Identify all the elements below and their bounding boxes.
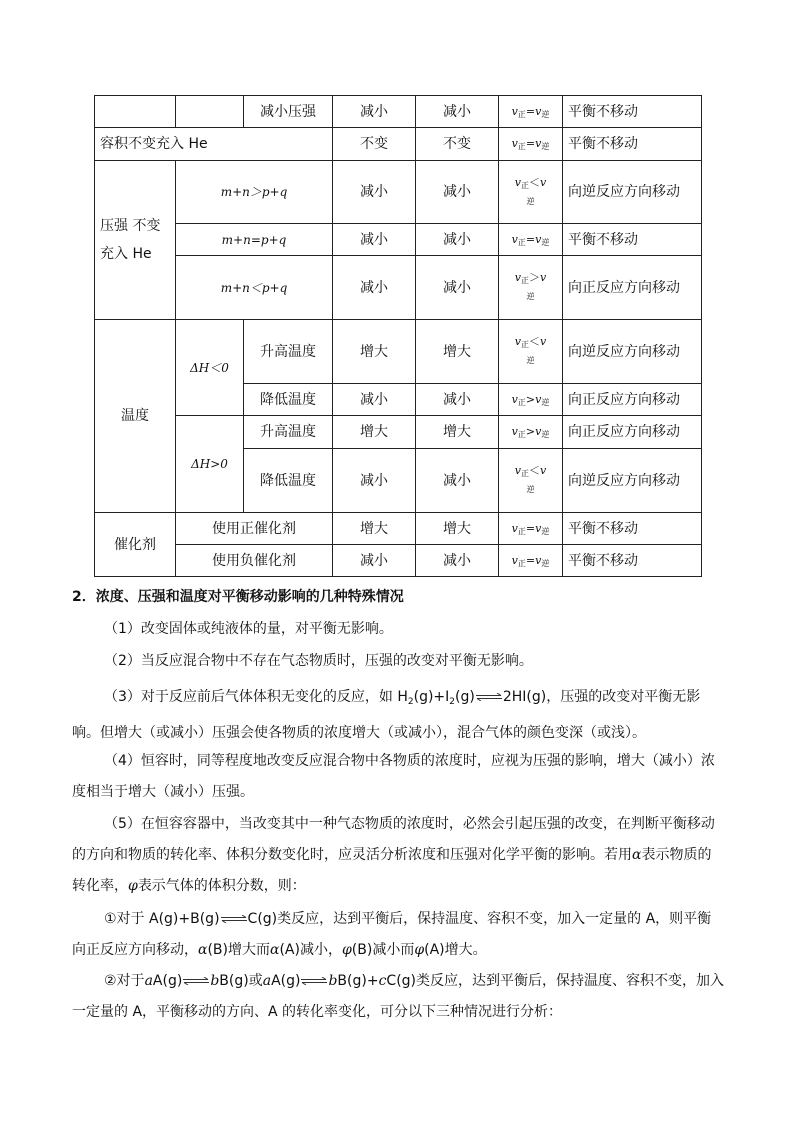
shift-result: 向逆反应方向移动: [563, 161, 702, 224]
reverse-rate-change: 减小: [416, 545, 499, 577]
shift-result: 向逆反应方向移动: [563, 320, 702, 384]
paragraph: （1）改变固体或纯液体的量，对平衡无影响。: [104, 621, 393, 637]
rate-comparison: $v_正=v_逆$: [499, 513, 563, 545]
condition-cell: 减小压强: [244, 96, 333, 128]
group-label-line: 充入 He: [100, 246, 152, 262]
forward-rate-change: 减小: [333, 224, 416, 256]
shift-result: 平衡不移动: [563, 128, 702, 161]
condition-cell: m+n=p+q: [176, 224, 333, 256]
forward-rate-change: 不变: [333, 128, 416, 161]
condition-cell: 升高温度: [244, 416, 333, 449]
rate-comparison: $v_正>v_逆$: [499, 416, 563, 449]
text-run: 表示物质的转化率，: [72, 847, 712, 894]
text-run: 2HI(g)，压强的改变对平衡无影响。但增大（或减小）压强会使各物质的浓度增大（或减小），混合气体的颜色变深（或浅）。: [72, 689, 701, 741]
text-run: B(g)或: [219, 973, 263, 989]
rate-comparison: $v_正=v_逆$: [499, 128, 563, 161]
condition-cell: m+n＞p+q: [176, 161, 333, 224]
text-run: (g): [455, 689, 475, 705]
reverse-rate-change: 减小: [416, 384, 499, 416]
table-row: [95, 224, 702, 256]
forward-rate-change: 减小: [333, 161, 416, 224]
coefficient: c: [378, 973, 387, 989]
paragraph: （4）恒容时，同等程度地改变反应混合物中各物质的浓度时，应视为压强的影响，增大（减小）浓度相当于增大（减小）压强。: [72, 753, 715, 800]
phi-symbol: φ: [128, 878, 138, 894]
equilibrium-shift-table: [94, 95, 702, 577]
text-run: ②对于: [104, 973, 145, 989]
condition-cell: m+n＜p+q: [176, 256, 333, 320]
subscript: 2: [449, 697, 456, 707]
coefficient: b: [328, 973, 338, 989]
reverse-rate-change: 减小: [416, 256, 499, 320]
rate-comparison: $v_正<v$ 逆: [499, 320, 563, 384]
table-row: [95, 416, 702, 449]
text-run: （5）在恒容容器中，当改变其中一种气态物质的浓度时，必然会引起压强的改变，在判断平衡移动的方向和物质的转化率、体积分数变化时，应灵活分析浓度和压强对化学平衡的影响。若用: [72, 816, 715, 863]
alpha-symbol: α: [632, 847, 642, 863]
rate-comparison: $v_正=v_逆$: [499, 96, 563, 128]
reverse-rate-change: 不变: [416, 128, 499, 161]
table-row: [95, 545, 702, 577]
paragraph: [72, 966, 724, 1028]
text-run: (A)减小，: [279, 942, 342, 958]
condition-cell: 升高温度: [244, 320, 333, 384]
group-label-pressure: [95, 161, 176, 320]
paragraph: [72, 682, 724, 749]
text-run: （3）对于反应前后气体体积无变化的反应，如 H: [104, 689, 408, 705]
group-label-temperature: 温度: [95, 320, 176, 513]
forward-rate-change: 减小: [333, 545, 416, 577]
rate-comparison: $v_正<v$ 逆: [499, 161, 563, 224]
reverse-rate-change: 减小: [416, 224, 499, 256]
forward-rate-change: 增大: [333, 416, 416, 449]
table-cell: [176, 96, 244, 128]
shift-result: 平衡不移动: [563, 545, 702, 577]
forward-rate-change: 增大: [333, 513, 416, 545]
reversible-arrow-icon: [182, 977, 210, 985]
rate-comparison: $v_正=v_逆$: [499, 224, 563, 256]
text-run: A(g): [152, 973, 183, 989]
shift-result: 向逆反应方向移动: [563, 449, 702, 513]
table-row: [95, 320, 702, 384]
phi-symbol: φ: [414, 942, 425, 958]
shift-result: 向正反应方向移动: [563, 384, 702, 416]
forward-rate-change: 减小: [333, 384, 416, 416]
paragraph: （2）当反应混合物中不存在气态物质时，压强的改变对平衡无影响。: [104, 653, 533, 669]
reverse-rate-change: 减小: [416, 161, 499, 224]
shift-result: 平衡不移动: [563, 96, 702, 128]
rate-comparison: $v_正>v$ 逆: [499, 256, 563, 320]
group-label-line: 压强 不变: [100, 218, 161, 234]
text-run: A(g): [271, 973, 301, 989]
shift-result: 向正反应方向移动: [563, 416, 702, 449]
reverse-rate-change: 减小: [416, 96, 499, 128]
text-run: C(g)类反应，达到平衡后，保持温度、容积不变，加入一定量的 A，则平衡向正反应方向移动，: [72, 911, 712, 958]
text-run: (g)+I: [413, 689, 450, 705]
section-heading: 2．浓度、压强和温度对平衡移动影响的几种特殊情况: [72, 589, 404, 605]
shift-result: 平衡不移动: [563, 513, 702, 545]
table-row: [95, 256, 702, 320]
coefficient: a: [262, 973, 272, 989]
coefficient: a: [144, 973, 153, 989]
reverse-rate-change: 增大: [416, 320, 499, 384]
subscript: 2: [407, 697, 414, 707]
paragraph: [72, 809, 724, 902]
alpha-symbol: α: [198, 942, 208, 958]
group-label-catalyst: 催化剂: [95, 513, 176, 577]
table-row: [95, 513, 702, 545]
text-run: ①对于 A(g)+B(g): [104, 911, 220, 927]
coefficient: b: [210, 973, 220, 989]
text-run: 表示气体的体积分数，则：: [137, 878, 306, 894]
table-row: [95, 128, 702, 161]
rate-comparison: $v_正<v$ 逆: [499, 449, 563, 513]
shift-result: 向正反应方向移动: [563, 256, 702, 320]
phi-symbol: φ: [341, 942, 352, 958]
reverse-rate-change: 增大: [416, 416, 499, 449]
reversible-arrow-icon: [475, 693, 503, 701]
forward-rate-change: 减小: [333, 256, 416, 320]
table-cell: [95, 96, 176, 128]
text-run: (B)增大而: [207, 942, 270, 958]
rate-comparison: $v_正=v_逆$: [499, 545, 563, 577]
text-run: C(g)类反应，达到平衡后，保持温度、容积不变，加入一定量的 A，平衡移动的方向、A 的转化率变化，可分以下三种情况进行分析：: [72, 973, 725, 1020]
text-run: (A)增大。: [424, 942, 487, 958]
condition-cell: 使用正催化剂: [176, 513, 333, 545]
reverse-rate-change: 增大: [416, 513, 499, 545]
paragraph: [72, 904, 724, 966]
reversible-arrow-icon: [220, 915, 248, 923]
text-run: B(g)+: [337, 973, 379, 989]
alpha-symbol: α: [270, 942, 280, 958]
reversible-arrow-icon: [300, 977, 328, 985]
condition-cell: 使用负催化剂: [176, 545, 333, 577]
forward-rate-change: 减小: [333, 449, 416, 513]
table-row: [95, 161, 702, 224]
forward-rate-change: 减小: [333, 96, 416, 128]
forward-rate-change: 增大: [333, 320, 416, 384]
rate-comparison: $v_正>v_逆$: [499, 384, 563, 416]
condition-cell: 降低温度: [244, 449, 333, 513]
delta-h-negative: ΔH＜0: [176, 320, 244, 416]
reverse-rate-change: 减小: [416, 449, 499, 513]
table-row: [95, 96, 702, 128]
delta-h-positive: ΔH>0: [176, 416, 244, 513]
shift-result: 平衡不移动: [563, 224, 702, 256]
condition-cell: 降低温度: [244, 384, 333, 416]
condition-cell: 容积不变充入 He: [95, 128, 333, 161]
text-run: (B)减小而: [351, 942, 415, 958]
